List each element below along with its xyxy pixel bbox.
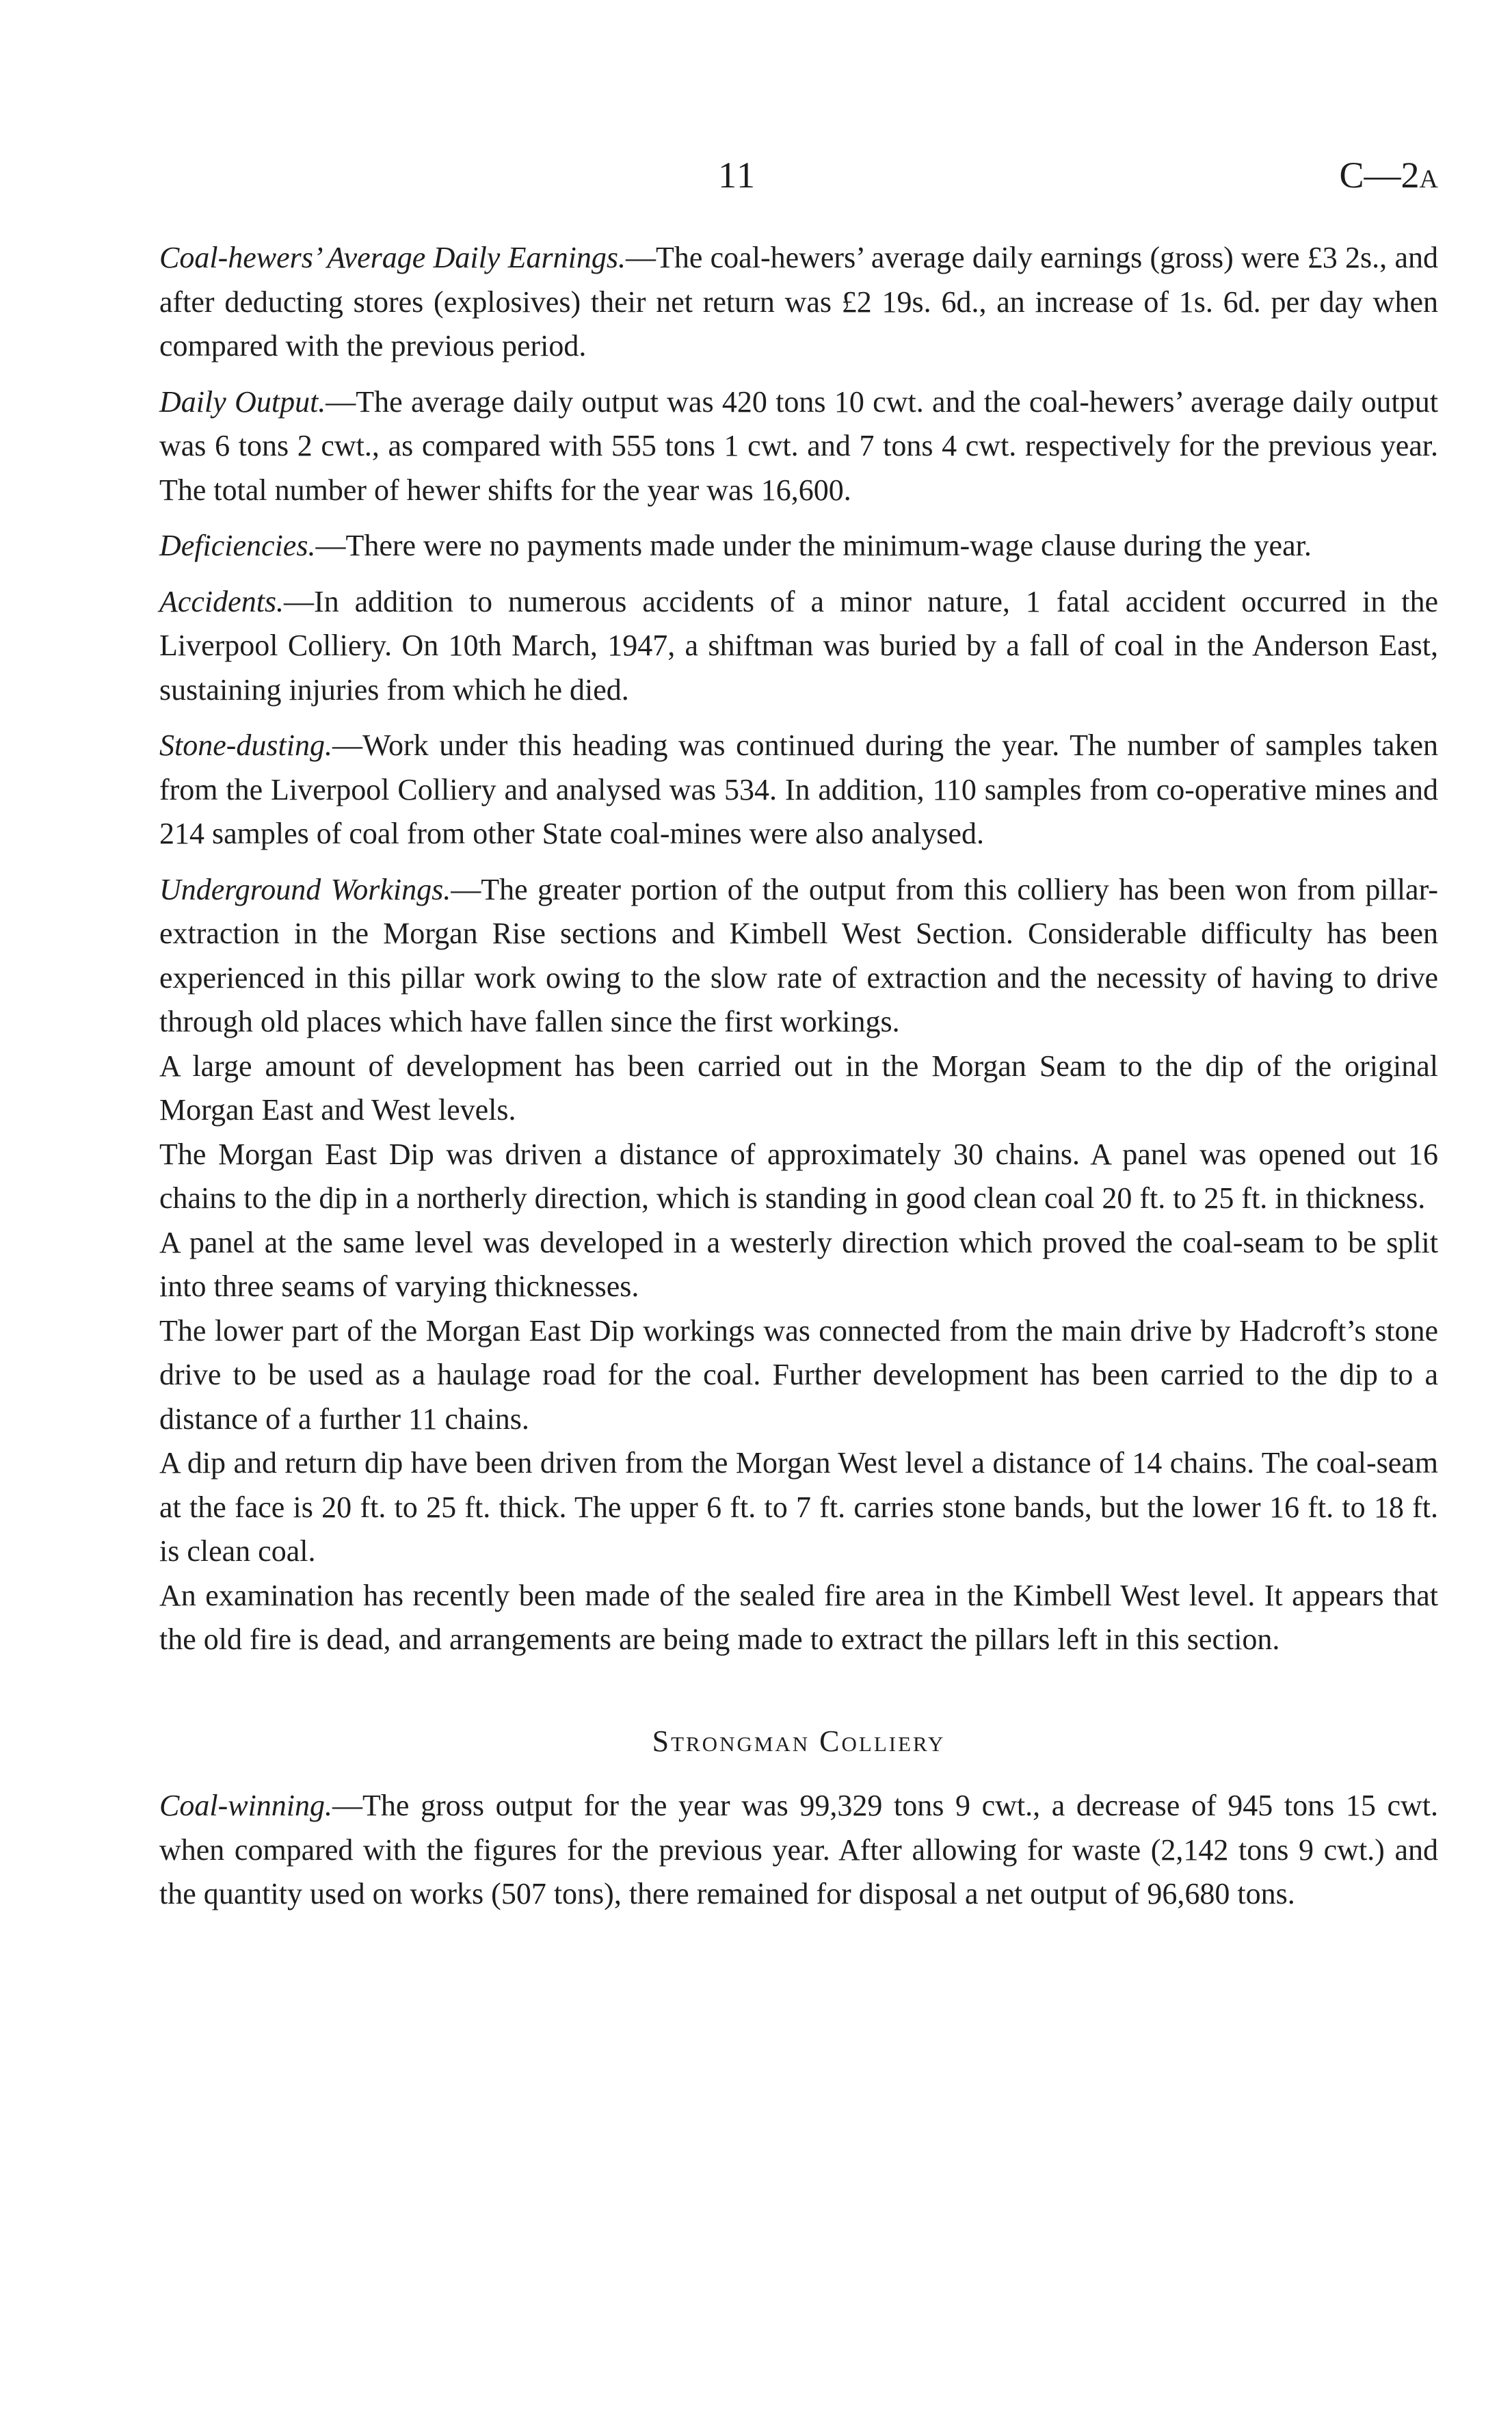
paragraph-return-dip: A dip and return dip have been driven from the Morgan West level a distance of 14 chains. The coal-seam at the face is 20 ft. to 25 ft. thick. The upper 6 ft. to 7 ft. carries stone bands, but the lower 16 ft. to 18 ft. is clean coal. — [159, 1446, 1438, 1568]
page-number: 11 — [718, 155, 756, 196]
document-code-main: C—2 — [1339, 155, 1420, 196]
paragraph-fire-area: An examination has recently been made of the sealed fire area in the Kimbell West level. It appears that the old fire is dead, and arrangements are being made to extract the pillars left in this section. — [159, 1578, 1438, 1656]
body-text — [159, 236, 1438, 1917]
paragraph-text: —The gross output for the year was 99,329 tons 9 cwt., a decrease of 945 tons 15 cwt. when compared with the figures for the previous year. After allowing for waste (2,142 tons 9 cwt.) and the quantity used on works (507 tons), there remained for disposal a net output of 96,680 tons. — [159, 1789, 1438, 1910]
page-header — [0, 154, 1512, 209]
paragraph-lower-workings: The lower part of the Morgan East Dip workings was connected from the main drive by Hadcroft’s stone drive to be used as a haulage road for the coal. Further development has been carried to the dip to a distance of a further 11 chains. — [159, 1313, 1438, 1436]
paragraph-daily-output — [159, 380, 1438, 513]
paragraph-stone-dusting — [159, 724, 1438, 856]
paragraph-text: —The average daily output was 420 tons 10 cwt. and the coal-hewers’ average daily output was 6 tons 2 cwt., as compared with 555 tons 1 cwt. and 7 tons 4 cwt. respectively for the previous year. The total number of hewer shifts for the year was 16,600. — [159, 384, 1438, 507]
paragraph-text: —There were no payments made under the minimum-wage clause during the year. — [315, 529, 1312, 562]
paragraph-coal-hewers-earnings — [159, 236, 1438, 369]
paragraph-text: —The coal-hewers’ average daily earnings (gross) were £3 2s., and after deducting stores (explosives) their net return was £2 19s. 6d., an increase of 1s. 6d. per day when compared with the previous period. — [159, 241, 1438, 363]
document-code-suffix: A — [1419, 165, 1438, 194]
paragraph-heading: Coal-hewers’ Average Daily Earnings. — [159, 241, 626, 274]
paragraph-heading: Daily Output. — [159, 384, 326, 419]
paragraph-text: —The greater portion of the output from this colliery has been won from pillar-extraction in the Morgan Rise sections and Kimbell West Section. Considerable difficulty has been experienced in this pillar work owing to the slow rate of extraction and the necessity of having to drive through old places which have fallen since the first workings. — [159, 872, 1438, 1038]
paragraph-morgan-east-dip: The Morgan East Dip was driven a distance of approximately 30 chains. A panel was opened out 16 chains to the dip in a northerly direction, which is standing in good clean coal 20 ft. to 25 ft. in thickness. — [159, 1137, 1438, 1215]
paragraph-heading: Stone-dusting. — [159, 728, 332, 762]
paragraph-heading: Deficiencies. — [159, 529, 316, 562]
paragraph-text: —In addition to numerous accidents of a minor nature, 1 fatal accident occurred in the Liverpool Colliery. On 10th March, 1947, a shiftman was buried by a fall of coal in the Anderson East, sustaining injuries from which he died. — [159, 584, 1438, 707]
paragraph-development: A large amount of development has been carried out in the Morgan Seam to the dip of the original Morgan East and West levels. — [159, 1049, 1438, 1127]
paragraph-coal-winning — [159, 1784, 1438, 1917]
document-code — [1340, 154, 1438, 196]
paragraph-heading: Coal-winning. — [159, 1789, 333, 1822]
paragraph-text: —Work under this heading was continued during the year. The number of samples taken from the Liverpool Colliery and analysed was 534. In addition, 110 samples from co-operative mines and 214 samples of coal from other State coal-mines were also analysed. — [159, 728, 1438, 850]
paragraph-westerly-panel: A panel at the same level was developed in a westerly direction which proved the coal-seam to be split into three seams of varying thicknesses. — [159, 1225, 1438, 1303]
paragraph-heading: Underground Workings. — [159, 872, 451, 906]
paragraph-accidents — [159, 580, 1438, 713]
section-title: Strongman Colliery — [652, 1724, 946, 1758]
paragraph-deficiencies — [159, 524, 1438, 568]
paragraph-underground-workings — [159, 868, 1438, 1044]
paragraph-heading: Accidents. — [159, 584, 284, 618]
